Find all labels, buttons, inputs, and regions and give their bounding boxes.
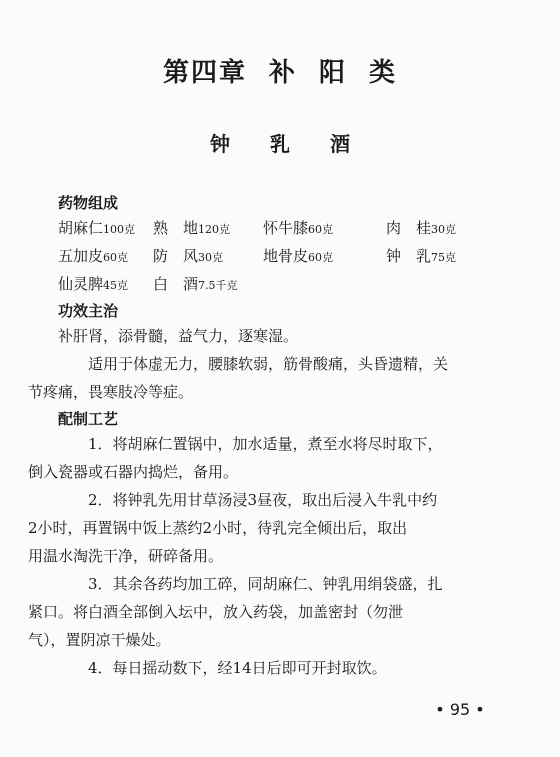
step-text: 倒入瓷器或石器内捣烂，备用。: [28, 463, 239, 481]
section-title: [0, 128, 560, 157]
ingredient-name: 熟 地: [153, 219, 199, 237]
ingredient-name: 地骨皮: [263, 247, 309, 265]
ingredient-row: [58, 270, 528, 298]
ingredient-name: 五加皮: [58, 247, 104, 265]
section-title-char-1: 钟: [210, 132, 230, 156]
ingredient-dose: 7.5千克: [198, 279, 238, 292]
chapter-title-char-3: 类: [369, 58, 398, 88]
efficacy-text: 适用于体虚无力，腰膝软弱，筋骨酸痛，头昏遗精，关: [88, 355, 449, 373]
ingredient-name: 防 风: [153, 247, 199, 265]
efficacy-text: 节疼痛，畏寒肢冷等症。: [28, 383, 194, 401]
ingredient-name: 胡麻仁: [58, 219, 104, 237]
ingredient-item: [386, 214, 456, 244]
ingredient-name: 白 酒: [153, 275, 199, 293]
step-text: 1．将胡麻仁置锅中，加水适量，煮至水将尽时取下，: [88, 435, 443, 453]
ingredient-item: [263, 214, 333, 244]
recipe-body: [28, 192, 528, 682]
ingredient-dose: 75克: [431, 251, 457, 264]
ingredient-dose: 60克: [103, 251, 129, 264]
ingredient-dose: 60克: [308, 223, 334, 236]
ingredient-item: [153, 242, 223, 272]
ingredient-name: 肉 桂: [386, 219, 432, 237]
ingredient-item: [58, 242, 128, 272]
ingredient-item: [58, 214, 135, 244]
chapter-number: 第四章: [162, 58, 247, 88]
step-text: 用温水淘洗干净，研碎备用。: [28, 547, 224, 565]
section-title-char-3: 酒: [330, 132, 350, 156]
step-text: 2小时，再置锅中饭上蒸约2小时，待乳完全倾出后，取出: [28, 519, 408, 537]
ingredient-dose: 120克: [198, 223, 231, 236]
ingredient-name: 钟 乳: [386, 247, 432, 265]
ingredient-dose: 60克: [308, 251, 334, 264]
preparation-heading: 配制工艺: [58, 410, 119, 428]
chapter-title: [0, 52, 560, 89]
ingredient-dose: 100克: [103, 223, 136, 236]
ingredient-item: [263, 242, 333, 272]
ingredient-row: [58, 242, 528, 270]
chapter-title-char-2: 阳: [319, 58, 348, 88]
ingredient-item: [153, 270, 238, 300]
ingredients-heading: 药物组成: [58, 194, 119, 212]
ingredient-item: [58, 270, 128, 300]
step-text: 紧口。将白酒全部倒入坛中，放入药袋，加盖密封（勿泄: [28, 603, 404, 621]
step-text: 4．每日摇动数下，经14日后即可开封取饮。: [88, 659, 387, 677]
efficacy-text: 补肝肾，添骨髓，益气力，逐寒湿。: [58, 327, 299, 345]
step-text: 3．其余各药均加工碎，同胡麻仁、钟乳用绢袋盛，扎: [88, 575, 443, 593]
step-text: 2．将钟乳先用甘草汤浸3昼夜，取出后浸入牛乳中约: [88, 491, 438, 509]
ingredient-dose: 30克: [431, 223, 457, 236]
ingredient-dose: 30克: [198, 251, 224, 264]
ingredient-item: [386, 242, 456, 272]
ingredient-name: 仙灵脾: [58, 275, 104, 293]
section-title-char-2: 乳: [270, 132, 290, 156]
ingredient-item: [153, 214, 230, 244]
page-number: • 95 •: [435, 700, 485, 719]
ingredient-dose: 45克: [103, 279, 129, 292]
ingredient-name: 怀牛膝: [263, 219, 309, 237]
ingredient-row: [58, 214, 528, 242]
step-text: 气），置阴凉干燥处。: [28, 631, 171, 649]
efficacy-heading: 功效主治: [58, 302, 119, 320]
chapter-title-char-1: 补: [268, 58, 297, 88]
